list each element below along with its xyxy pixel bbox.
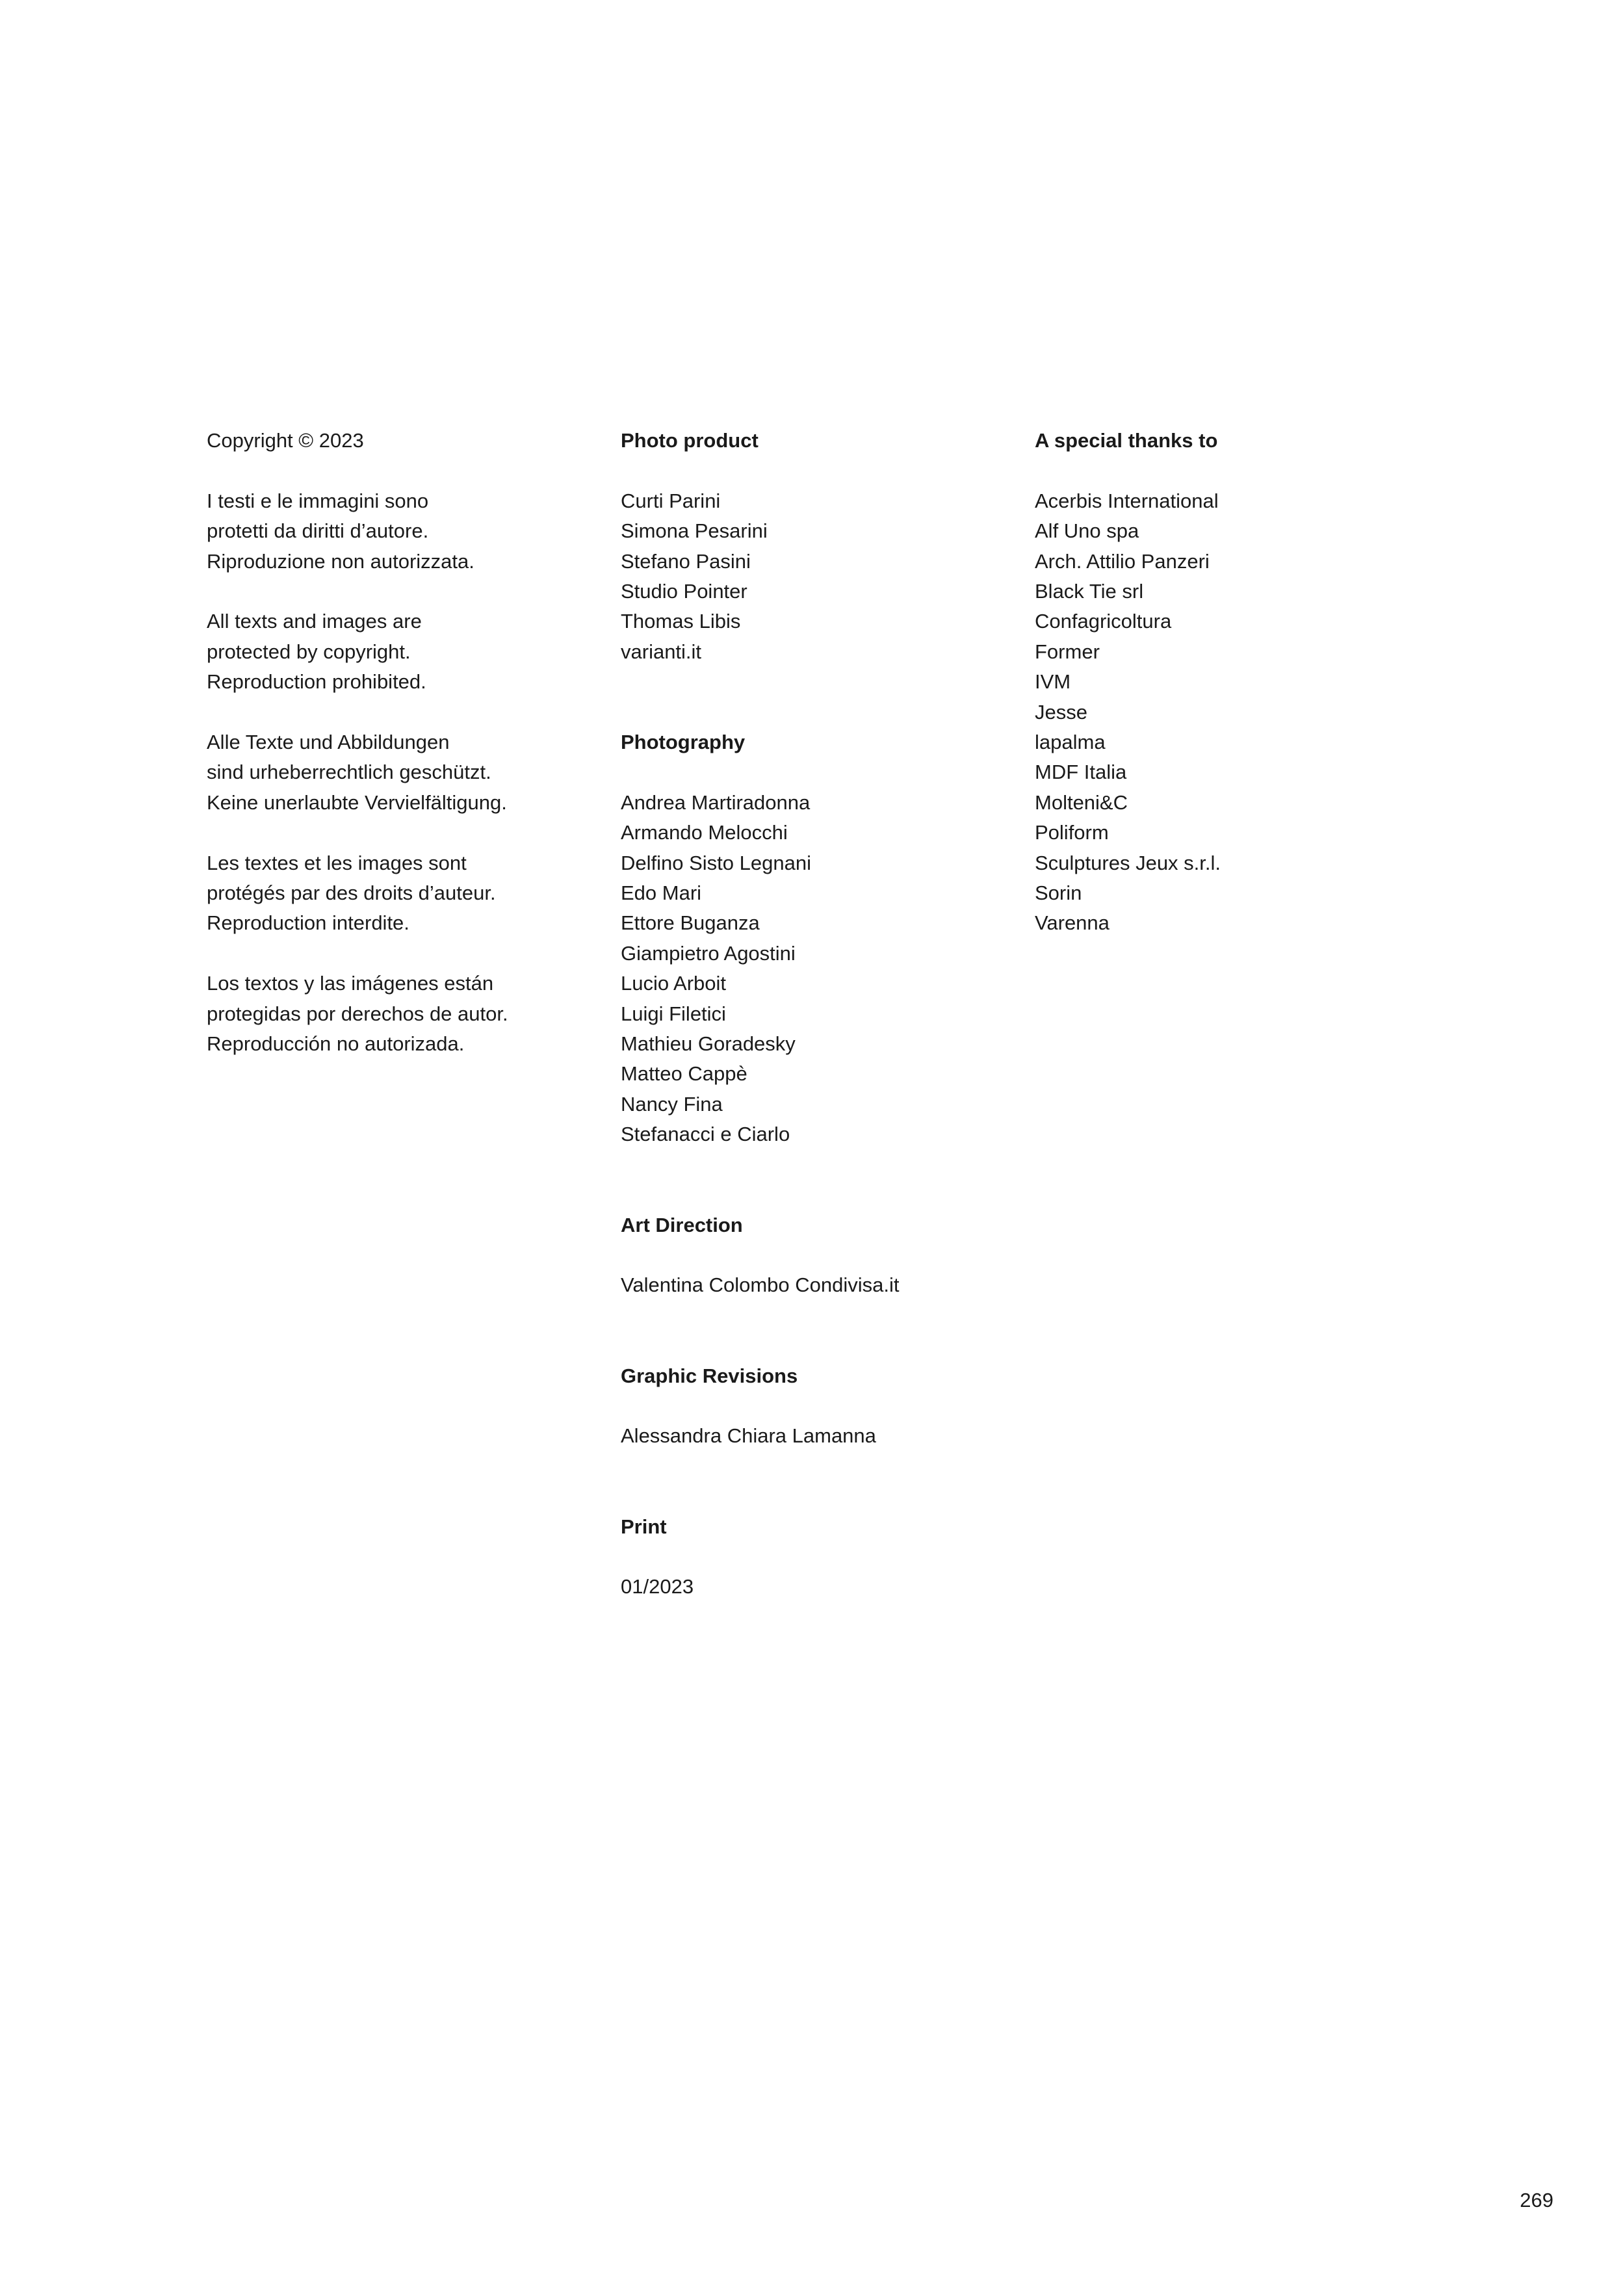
thanks-item: lapalma <box>1035 731 1106 754</box>
thanks-item: Alf Uno spa <box>1035 519 1139 543</box>
copyright-notice-french <box>207 848 597 939</box>
copyright-title: Copyright © 2023 <box>207 429 364 452</box>
copyright-line: Reproduction interdite. <box>207 911 409 935</box>
credit-item: Lucio Arboit <box>621 972 726 995</box>
credit-item: Valentina Colombo Condivisa.it <box>621 1273 900 1297</box>
credit-item: Studio Pointer <box>621 580 747 603</box>
copyright-line: Reproducción no autorizada. <box>207 1032 465 1056</box>
thanks-item: MDF Italia <box>1035 761 1127 784</box>
credit-item: Ettore Buganza <box>621 911 760 935</box>
copyright-line: Los textos y las imágenes están <box>207 972 494 995</box>
section-heading: Graphic Revisions <box>621 1364 798 1387</box>
thanks-item: Sculptures Jeux s.r.l. <box>1035 851 1221 874</box>
section-heading: Photography <box>621 731 746 754</box>
page-number: 269 <box>1520 2189 1553 2211</box>
copyright-line: sind urheberrechtlich geschützt. <box>207 761 491 784</box>
credit-item: Edo Mari <box>621 881 702 905</box>
copyright-line: Les textes et les images sont <box>207 851 467 874</box>
thanks-item: Confagricoltura <box>1035 610 1172 633</box>
copyright-line: I testi e le immagini sono <box>207 489 429 512</box>
credit-item: Mathieu Goradesky <box>621 1032 796 1056</box>
credit-item: Simona Pesarini <box>621 519 768 543</box>
section-heading: Photo product <box>621 429 759 452</box>
copyright-notice-english <box>207 607 597 697</box>
graphic-revisions-section <box>621 1361 1024 1452</box>
credit-item: Luigi Filetici <box>621 1002 726 1025</box>
photo-product-section <box>621 426 1024 667</box>
thanks-item: Former <box>1035 640 1100 663</box>
copyright-column <box>207 426 597 1059</box>
copyright-line: protégés par des droits d’auteur. <box>207 881 496 905</box>
photography-section <box>621 727 1024 1150</box>
credit-item: Andrea Martiradonna <box>621 790 811 814</box>
thanks-item: Acerbis International <box>1035 489 1219 512</box>
thanks-item: Varenna <box>1035 911 1110 935</box>
thanks-item: Jesse <box>1035 700 1087 724</box>
copyright-line: All texts and images are <box>207 610 422 633</box>
credit-item: Nancy Fina <box>621 1092 723 1115</box>
credit-item: Alessandra Chiara Lamanna <box>621 1424 876 1448</box>
copyright-line: Alle Texte und Abbildungen <box>207 731 450 754</box>
thanks-item: Poliform <box>1035 821 1109 844</box>
copyright-line: Reproduction prohibited. <box>207 670 426 694</box>
credits-column <box>621 426 1024 1602</box>
print-section <box>621 1512 1024 1602</box>
thanks-item: Molteni&C <box>1035 790 1128 814</box>
section-heading: Print <box>621 1515 667 1538</box>
copyright-line: Keine unerlaubte Vervielfältigung. <box>207 790 507 814</box>
copyright-notice-italian <box>207 486 597 577</box>
copyright-notice-spanish <box>207 969 597 1059</box>
copyright-notice-german <box>207 727 597 818</box>
credit-item: Delfino Sisto Legnani <box>621 851 811 874</box>
thanks-column <box>1035 426 1425 939</box>
copyright-line: Riproduzione non autorizzata. <box>207 549 474 573</box>
copyright-line: protegidas por derechos de autor. <box>207 1002 508 1025</box>
art-direction-section <box>621 1210 1024 1301</box>
thanks-item: Black Tie srl <box>1035 580 1144 603</box>
credit-item: Stefanacci e Ciarlo <box>621 1123 790 1146</box>
credit-item: Armando Melocchi <box>621 821 788 844</box>
print-date: 01/2023 <box>621 1575 694 1598</box>
section-heading: A special thanks to <box>1035 429 1218 452</box>
copyright-line: protetti da diritti d’autore. <box>207 519 429 543</box>
thanks-item: IVM <box>1035 670 1071 694</box>
section-heading: Art Direction <box>621 1213 743 1236</box>
credit-item: Matteo Cappè <box>621 1062 747 1086</box>
thanks-item: Sorin <box>1035 881 1082 905</box>
copyright-line: protected by copyright. <box>207 640 411 663</box>
thanks-item: Arch. Attilio Panzeri <box>1035 549 1210 573</box>
credit-item: varianti.it <box>621 640 702 663</box>
credit-item: Stefano Pasini <box>621 549 751 573</box>
credit-item: Thomas Libis <box>621 610 741 633</box>
credit-item: Giampietro Agostini <box>621 941 796 965</box>
credit-item: Curti Parini <box>621 489 721 512</box>
